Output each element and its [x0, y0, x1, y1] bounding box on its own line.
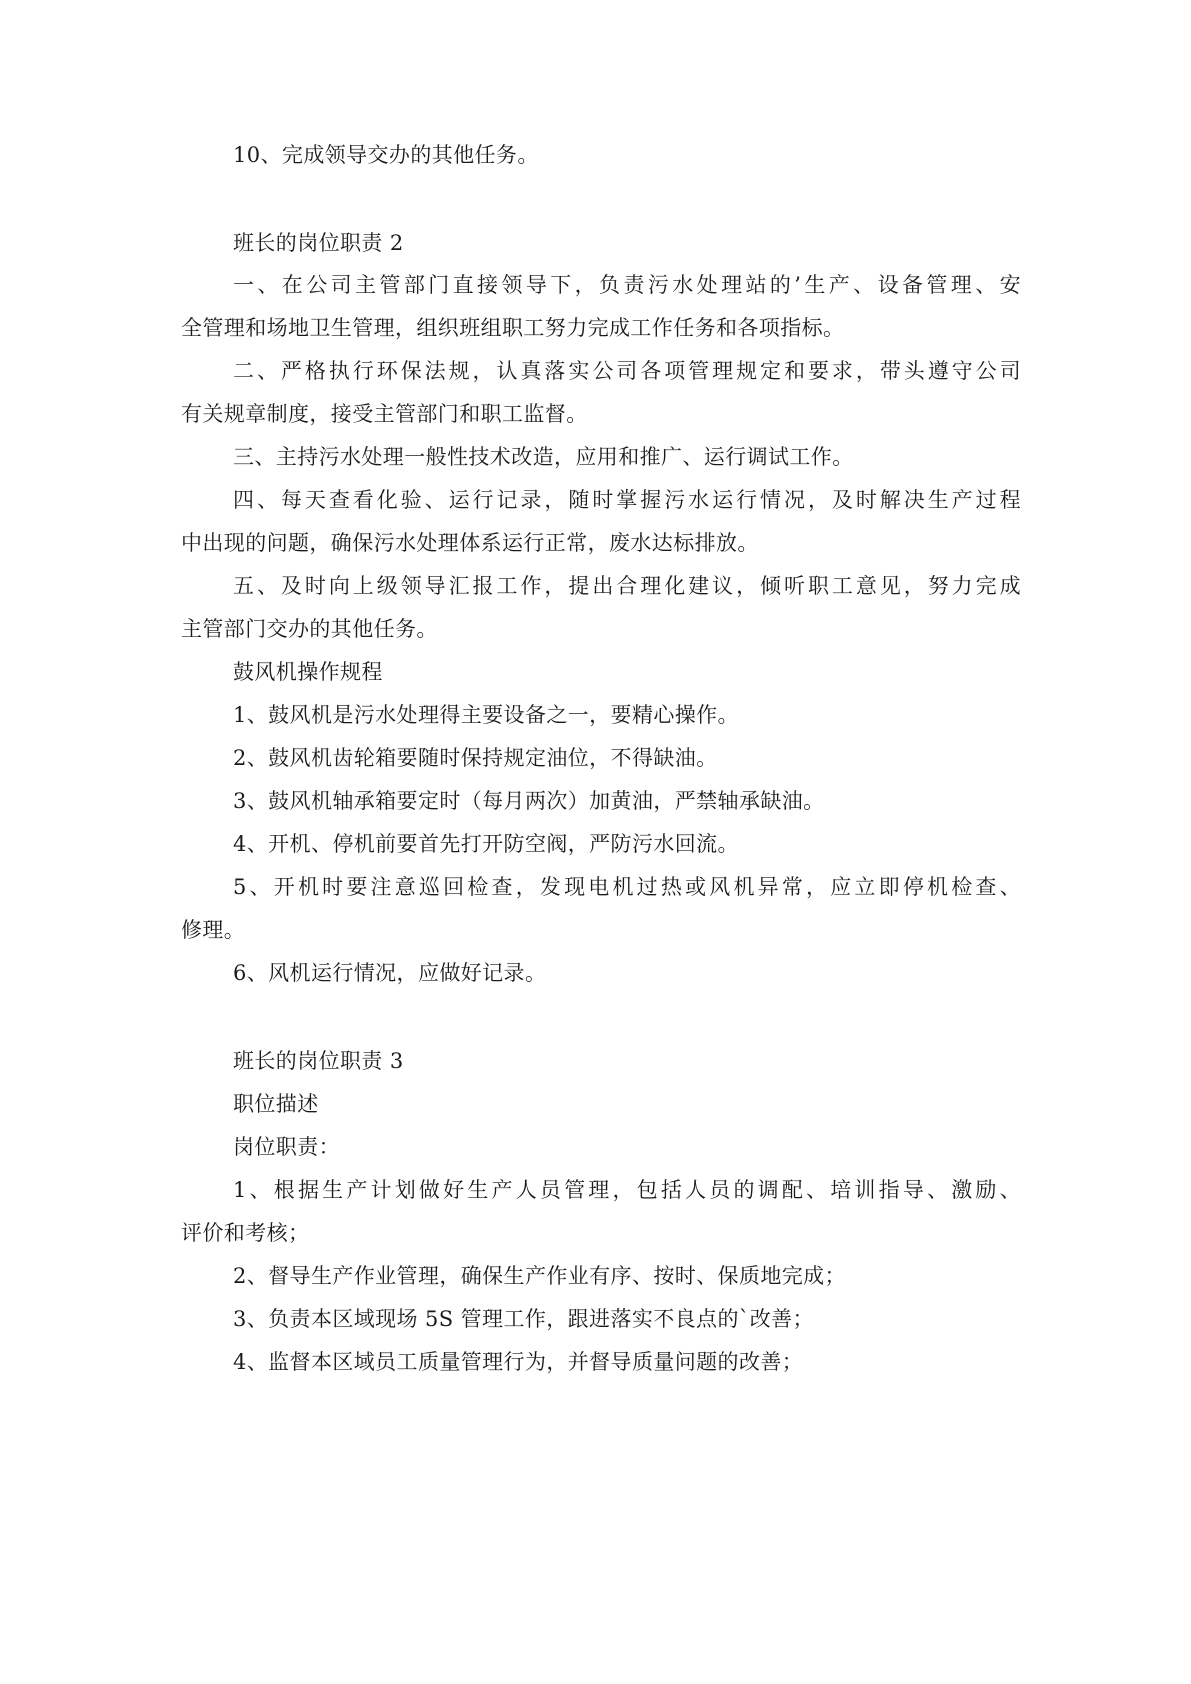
responsibilities-heading: 岗位职责： [233, 1135, 340, 1159]
job-description-heading: 职位描述 [233, 1092, 319, 1116]
responsibility-3: 3、负责本区域现场 5S 管理工作，跟进落实不良点的`改善； [233, 1307, 814, 1331]
section-heading-2: 班长的岗位职责 2 [233, 231, 404, 255]
blower-rule-2: 2、鼓风机齿轮箱要随时保持规定油位，不得缺油。 [233, 746, 718, 770]
paragraph-4-line-1: 四、每天查看化验、运行记录，随时掌握污水运行情况，及时解决生产过程 [233, 488, 1021, 512]
paragraph-2-line-2: 有关规章制度，接受主管部门和职工监督。 [181, 402, 588, 426]
responsibility-4: 4、监督本区域员工质量管理行为，并督导质量问题的改善； [233, 1350, 804, 1374]
paragraph-5-line-1: 五、及时向上级领导汇报工作，提出合理化建议，倾听职工意见，努力完成 [233, 574, 1021, 598]
blower-rule-3: 3、鼓风机轴承箱要定时（每月两次）加黄油，严禁轴承缺油。 [233, 789, 825, 813]
paragraph-2-line-1: 二、严格执行环保法规，认真落实公司各项管理规定和要求，带头遵守公司 [233, 359, 1021, 383]
paragraph-5-line-2: 主管部门交办的其他任务。 [181, 617, 438, 641]
blower-rule-6: 6、风机运行情况，应做好记录。 [233, 961, 547, 985]
paragraph-4-line-2: 中出现的问题，确保污水处理体系运行正常，废水达标排放。 [181, 531, 759, 555]
paragraph-1-line-2: 全管理和场地卫生管理，组织班组职工努力完成工作任务和各项指标。 [181, 316, 845, 340]
paragraph-3: 三、主持污水处理一般性技术改造，应用和推广、运行调试工作。 [233, 445, 854, 469]
paragraph-1-line-1: 一、在公司主管部门直接领导下，负责污水处理站的’生产、设备管理、安 [233, 273, 1021, 297]
blower-rule-5-line-2: 修理。 [181, 918, 246, 942]
section-heading-3: 班长的岗位职责 3 [233, 1049, 404, 1073]
task-item-10: 10、完成领导交办的其他任务。 [233, 143, 539, 167]
blower-procedure-heading: 鼓风机操作规程 [233, 660, 383, 684]
blower-rule-4: 4、开机、停机前要首先打开防空阀，严防污水回流。 [233, 832, 739, 856]
responsibility-2: 2、督导生产作业管理，确保生产作业有序、按时、保质地完成； [233, 1264, 846, 1288]
responsibility-1-line-1: 1、根据生产计划做好生产人员管理，包括人员的调配、培训指导、激励、 [233, 1178, 1021, 1202]
blower-rule-5-line-1: 5、开机时要注意巡回检查，发现电机过热或风机异常，应立即停机检查、 [233, 875, 1021, 899]
blower-rule-1: 1、鼓风机是污水处理得主要设备之一，要精心操作。 [233, 703, 739, 727]
responsibility-1-line-2: 评价和考核； [181, 1221, 310, 1245]
